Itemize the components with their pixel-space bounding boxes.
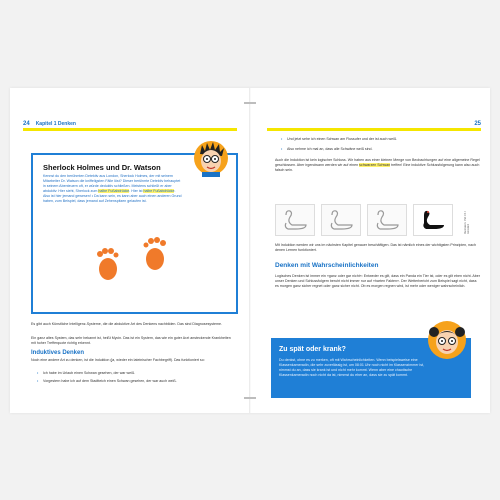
subheading: Induktives Denken	[31, 350, 85, 356]
list-item: • Ich habe im Urlaub einen Schwan gesehen, der war weiß.	[37, 371, 238, 376]
page-handle-top[interactable]	[244, 102, 256, 104]
swan-illustrations	[275, 204, 455, 234]
footprint-icon	[93, 247, 121, 281]
swan-image	[321, 204, 361, 236]
box-text: Kennst du den berühmten Detektiv aus London, Sherlock Holmes, der mit seinem Mitarbeiter Dr. Watson die kniffeligsten Fälle löst? Dieser berühmte Detektiv behauptet in seinem Abenteuern oft, er würde deduktiv schließen. Meistens schließt er aber abduktiv: Hier sieht, Sherlock zum halbe Fußabdrücke. Hier ist halbe Fußabdrücke. Also ist hier jemand gewesen! • Da kann sein, es kann aber auch einen anderen Grund haben, zum Beispiel, dass jemand auf Zehenspitzen gelaufen ist.	[43, 174, 182, 203]
info-box-text: Du denkst, ohne es zu merken, oft mit Wahrscheinlichkeiten. Wenn beispielsweise eine Klassenkameradin, die sehr zuverlässig ist, um 08:01 Uhr noch nicht im Klassenzimmer ist, nimmst du an, dass sie krank ist und nicht mehr kommt. Wenn aber eine chaotische Klassenkameradin noch nicht da ist, nimmst du eher an, dass sie zu spät kommt.	[279, 358, 425, 377]
swan-outline-icon	[372, 209, 402, 231]
book-spread	[10, 88, 490, 413]
box-title: Sherlock Holmes und Dr. Watson	[43, 163, 161, 172]
paragraph: Mit Induktion werden wir uns im nächsten Kapitel genauer beschäftigen. Das ist nämlich eines der wichtigsten Prinzipien, nach denen Lernen funktioniert.	[275, 243, 476, 252]
paragraph: Logisches Denken ist immer ein »ganz oder gar nicht«: Entweder es gilt, dass ein Panda ein Tier ist, oder es gilt eben nicht. Aber unser Denken und Schlussfolgern beruht nicht immer nur auf »harten Fakten«. Der Wetterbericht zum Beispiel sagt nicht, dass es morgen ganz sicher regnet oder ganz sicher nicht. Ob es morgen regnen wird, ist mehr oder weniger wahrscheinlich.	[275, 274, 480, 288]
swan-image	[413, 204, 453, 236]
swan-image	[275, 204, 315, 236]
black-swan-icon	[418, 209, 448, 231]
header-rule	[267, 128, 481, 131]
highlight: halbe Fußabdrücke	[143, 189, 175, 193]
section-title: Denken mit Wahrscheinlichkeiten	[275, 262, 379, 269]
chapter-title: Kapitel 1 Denken	[35, 121, 76, 127]
list-item: • Und jetzt sehe ich einen Schwan am Flussufer und der ist auch weiß.	[281, 137, 482, 142]
header-rule	[23, 128, 237, 131]
page-number: 24	[23, 121, 30, 127]
swan-outline-icon	[280, 209, 310, 231]
paragraph: Noch eine andere Art zu denken, ist die Induktion (ja, wieder ein lateinischer Fachbegriff). Das funktioniert so:	[31, 358, 205, 362]
highlight: schwarzen Schwan	[359, 163, 391, 167]
paragraph: Es gibt auch Künstliche Intelligenz-Systeme, die die abduktive Art des Denkens nachbilden. Das sind Diagnosesysteme.	[31, 322, 222, 326]
highlight: halbe Fußabdrücke	[98, 189, 130, 193]
swan-outline-icon	[326, 209, 356, 231]
swan-image	[367, 204, 407, 236]
book-gutter	[249, 88, 251, 413]
mascot-girl-icon	[427, 320, 467, 360]
info-box-title: Zu spät oder krank?	[279, 346, 346, 353]
left-page-header	[23, 117, 237, 127]
page-handle-bottom[interactable]	[244, 397, 256, 399]
list-item: • Vorgestern habe ich auf dem Stadtteich einen Schwan gesehen, der war auch weiß.	[37, 379, 223, 384]
mascot-boy-icon	[193, 140, 229, 178]
page-number: 25	[474, 121, 481, 127]
paragraph: Auch die Induktion ist kein logischer Schluss. Wir haben aus einer kleinen Menge von Beobachtungen auf eine allgemeine Regel geschlossen. Aber irgendwann werden wir auf einen schwarzen Schwan treffen! Eine induktive Schlussfolgerung kann also auch falsch sein.	[275, 158, 480, 172]
list-item: • Also nehme ich mal an, dass alle Schwäne weiß sind.	[281, 147, 482, 152]
paragraph: Ein ganz altes System, das sehr bekannt ist, heißt Mycin. Das ist ein System, das wie ein guter Arzt ansteckende Krankheiten mit hoher Trefferquote richtig erkennt.	[31, 336, 231, 345]
right-page	[259, 88, 489, 413]
right-page-header	[267, 117, 481, 127]
left-page	[15, 88, 245, 413]
footprint-icon	[141, 237, 169, 271]
image-credit: Illustration: FMI CS / Glowbird	[464, 211, 470, 234]
